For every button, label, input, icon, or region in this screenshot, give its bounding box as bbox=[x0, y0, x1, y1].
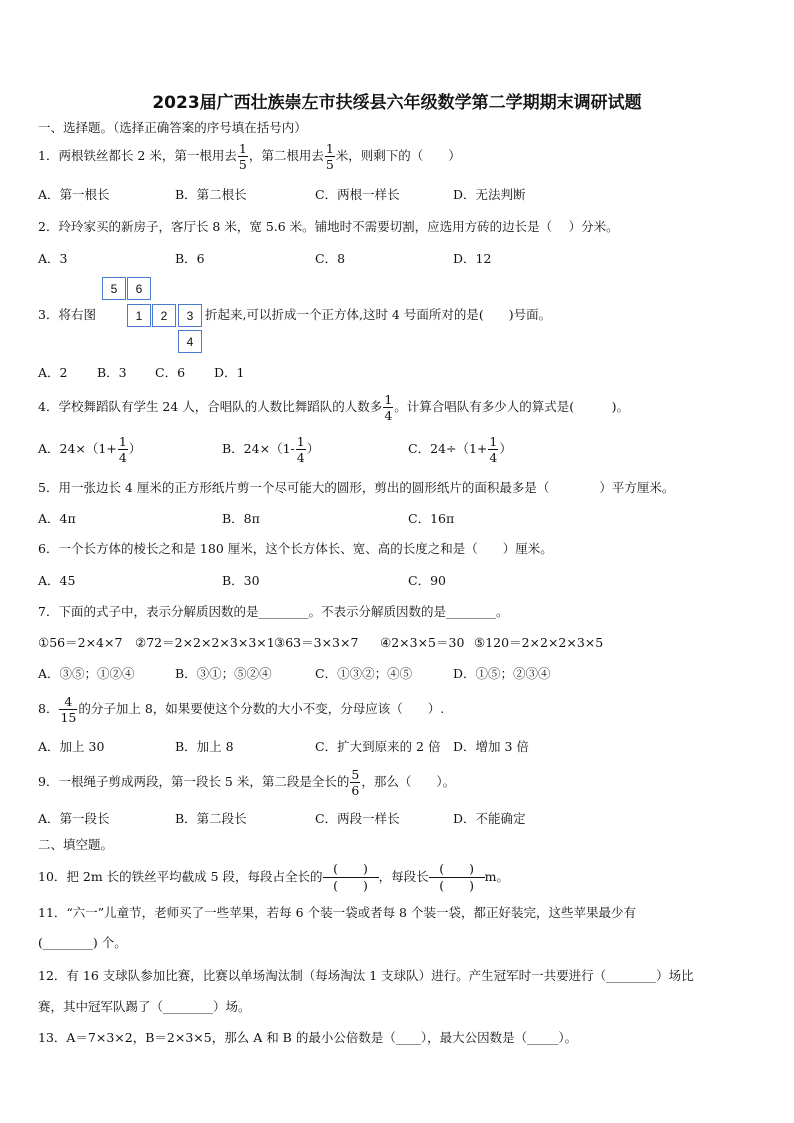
q1-fraction-2: $\frac{1}{5}$ bbox=[325, 141, 334, 172]
question-11-line-2[interactable]: (________) 个。 bbox=[38, 935, 127, 950]
q6-option-a[interactable]: A．45 bbox=[38, 573, 76, 588]
question-2: 2．玲玲家买的新房子，客厅长 8 米，宽 5.6 米。铺地时不需要切割，应选用方砖的边长是（ ）分米。 bbox=[38, 219, 619, 234]
q5-option-b[interactable]: B．8π bbox=[222, 511, 260, 526]
q3-option-b[interactable]: B．3 bbox=[97, 365, 127, 380]
q4-option-b-label: B．24×（1- bbox=[222, 441, 295, 456]
q7-option-a[interactable]: A．③⑤；①②④ bbox=[38, 666, 135, 681]
q10-blank-fraction-1[interactable]: ( ) ( ) bbox=[323, 861, 379, 894]
q9-option-c[interactable]: C．两段一样长 bbox=[315, 811, 400, 826]
question-5: 5．用一张边长 4 厘米的正方形纸片剪一个尽可能大的圆形，剪出的圆形纸片的面积最多是（ ）平方厘米。 bbox=[38, 480, 675, 495]
q7-item-5: ⑤120＝2×2×2×3×5 bbox=[474, 635, 604, 650]
q7-item-3: ③63＝3×3×7 bbox=[274, 635, 359, 650]
q1-text-c: 米，则剩下的（ ） bbox=[335, 148, 461, 163]
q1-text-a: 1．两根铁丝都长 2 米，第一根用去 bbox=[38, 148, 237, 163]
q2-option-a[interactable]: A．3 bbox=[38, 251, 68, 266]
q8-number: 8． bbox=[38, 701, 59, 716]
q7-item-2: ②72＝2×2×2×3×3×1 bbox=[135, 635, 275, 650]
q4-option-a[interactable] bbox=[38, 434, 141, 465]
q9-text-b: ，那么（ ）。 bbox=[361, 774, 456, 789]
net-cell-1: 1 bbox=[127, 304, 151, 327]
question-8 bbox=[38, 694, 444, 725]
question-11-line-1: 11．“六一”儿童节，老师买了一些苹果，若每 6 个装一袋或者每 8 个装一袋，都正好装完，这些苹果最少有 bbox=[38, 905, 636, 920]
q4-option-b-close: ） bbox=[306, 441, 320, 456]
net-cell-3: 3 bbox=[178, 304, 202, 327]
q9-option-a[interactable]: A．第一段长 bbox=[38, 811, 110, 826]
q4-option-a-label: A．24×（1+ bbox=[38, 441, 117, 456]
page-title: 2023届广西壮族崇左市扶绥县六年级数学第二学期期末调研试题 bbox=[152, 93, 642, 113]
q3-option-d[interactable]: D．1 bbox=[214, 365, 245, 380]
q10-blank-fraction-2[interactable]: ( ) ( ) bbox=[429, 861, 485, 894]
q9-option-d[interactable]: D．不能确定 bbox=[453, 811, 526, 826]
q4-option-c-fraction: $\frac{1}{4}$ bbox=[489, 434, 498, 465]
q3-text-a: 3．将右图 bbox=[38, 307, 96, 322]
question-10 bbox=[38, 861, 509, 894]
section-fill-heading: 二、填空题。 bbox=[38, 837, 114, 852]
q1-option-a[interactable]: A．第一根长 bbox=[38, 187, 110, 202]
q4-option-a-close: ） bbox=[128, 441, 142, 456]
q4-option-b-fraction: $\frac{1}{4}$ bbox=[296, 434, 305, 465]
q10-text-a: 10．把 2m 长的铁丝平均截成 5 段，每段占全长的 bbox=[38, 869, 323, 884]
q5-option-c[interactable]: C．16π bbox=[408, 511, 455, 526]
q7-option-d[interactable]: D．①⑤；②③④ bbox=[453, 666, 551, 681]
q2-option-d[interactable]: D．12 bbox=[453, 251, 492, 266]
q4-option-c-close: ） bbox=[499, 441, 512, 456]
net-cell-5: 5 bbox=[102, 277, 126, 300]
net-cell-6: 6 bbox=[127, 277, 151, 300]
q7-item-1: ①56＝2×4×7 bbox=[38, 635, 123, 650]
q8-option-c[interactable]: C．扩大到原来的 2 倍 bbox=[315, 739, 441, 754]
q4-option-b[interactable] bbox=[222, 434, 319, 465]
question-7: 7．下面的式子中，表示分解质因数的是________。不表示分解质因数的是________。 bbox=[38, 604, 509, 619]
question-1 bbox=[38, 141, 461, 172]
q8-option-d[interactable]: D．增加 3 倍 bbox=[453, 739, 529, 754]
q9-fraction: $\frac{5}{6}$ bbox=[351, 767, 360, 798]
q4-option-c[interactable] bbox=[408, 434, 512, 465]
q1-option-b[interactable]: B．第二根长 bbox=[175, 187, 247, 202]
q10-text-b: ，每段长 bbox=[378, 869, 429, 884]
q4-fraction: $\frac{1}{4}$ bbox=[384, 392, 393, 423]
q1-option-d[interactable]: D．无法判断 bbox=[453, 187, 526, 202]
q6-option-b[interactable]: B．30 bbox=[222, 573, 260, 588]
question-6: 6．一个长方体的棱长之和是 180 厘米，这个长方体长、宽、高的长度之和是（ ）厘米。 bbox=[38, 541, 553, 556]
section-choice-heading: 一、选择题。（选择正确答案的序号填在括号内） bbox=[38, 120, 307, 135]
q6-option-c[interactable]: C．90 bbox=[408, 573, 446, 588]
question-12-line-1[interactable]: 12．有 16 支球队参加比赛，比赛以单场淘汰制（每场淘汰 1 支球队）进行。产生冠军时一共要进行（________）场比 bbox=[38, 968, 694, 983]
q4-text-a: 4．学校舞蹈队有学生 24 人，合唱队的人数比舞蹈队的人数多 bbox=[38, 399, 383, 414]
net-cell-4: 4 bbox=[178, 330, 202, 353]
q1-text-b: ，第二根用去 bbox=[248, 148, 324, 163]
q4-option-c-label: C．24÷（1+ bbox=[408, 441, 488, 456]
q8-text-b: 的分子加上 8，如果要使这个分数的大小不变，分母应该（ ）. bbox=[78, 701, 445, 716]
q5-option-a[interactable]: A．4π bbox=[38, 511, 76, 526]
q8-fraction: $\frac{4}{15}$ bbox=[60, 694, 77, 725]
q9-text-a: 9．一根绳子剪成两段，第一段长 5 米，第二段是全长的 bbox=[38, 774, 350, 789]
net-cell-2: 2 bbox=[152, 304, 176, 327]
question-4 bbox=[38, 392, 629, 423]
q3-text-b: 折起来,可以折成一个正方体,这时 4 号面所对的是( )号面。 bbox=[205, 307, 552, 322]
q3-option-c[interactable]: C．6 bbox=[155, 365, 186, 380]
q7-item-4: ④2×3×5＝30 bbox=[380, 635, 465, 650]
q1-fraction-1: $\frac{1}{5}$ bbox=[238, 141, 247, 172]
q1-option-c[interactable]: C．两根一样长 bbox=[315, 187, 400, 202]
q4-option-a-fraction: $\frac{1}{4}$ bbox=[118, 434, 127, 465]
question-13[interactable]: 13．A＝7×3×2，B＝2×3×5，那么 A 和 B 的最小公倍数是（____），最大公因数是（_____）。 bbox=[38, 1030, 578, 1045]
q8-option-b[interactable]: B．加上 8 bbox=[175, 739, 234, 754]
q10-text-c: m。 bbox=[484, 869, 509, 884]
q7-option-b[interactable]: B．③①；⑤②④ bbox=[175, 666, 272, 681]
q2-option-c[interactable]: C．8 bbox=[315, 251, 346, 266]
q3-option-a[interactable]: A．2 bbox=[38, 365, 68, 380]
question-12-line-2[interactable]: 赛，其中冠军队踢了（________）场。 bbox=[38, 999, 251, 1014]
q8-option-a[interactable]: A．加上 30 bbox=[38, 739, 105, 754]
q4-text-b: 。计算合唱队有多少人的算式是( )。 bbox=[394, 399, 630, 414]
q2-option-b[interactable]: B．6 bbox=[175, 251, 205, 266]
question-9 bbox=[38, 767, 455, 798]
q7-option-c[interactable]: C．①③②；④⑤ bbox=[315, 666, 413, 681]
q9-option-b[interactable]: B．第二段长 bbox=[175, 811, 247, 826]
